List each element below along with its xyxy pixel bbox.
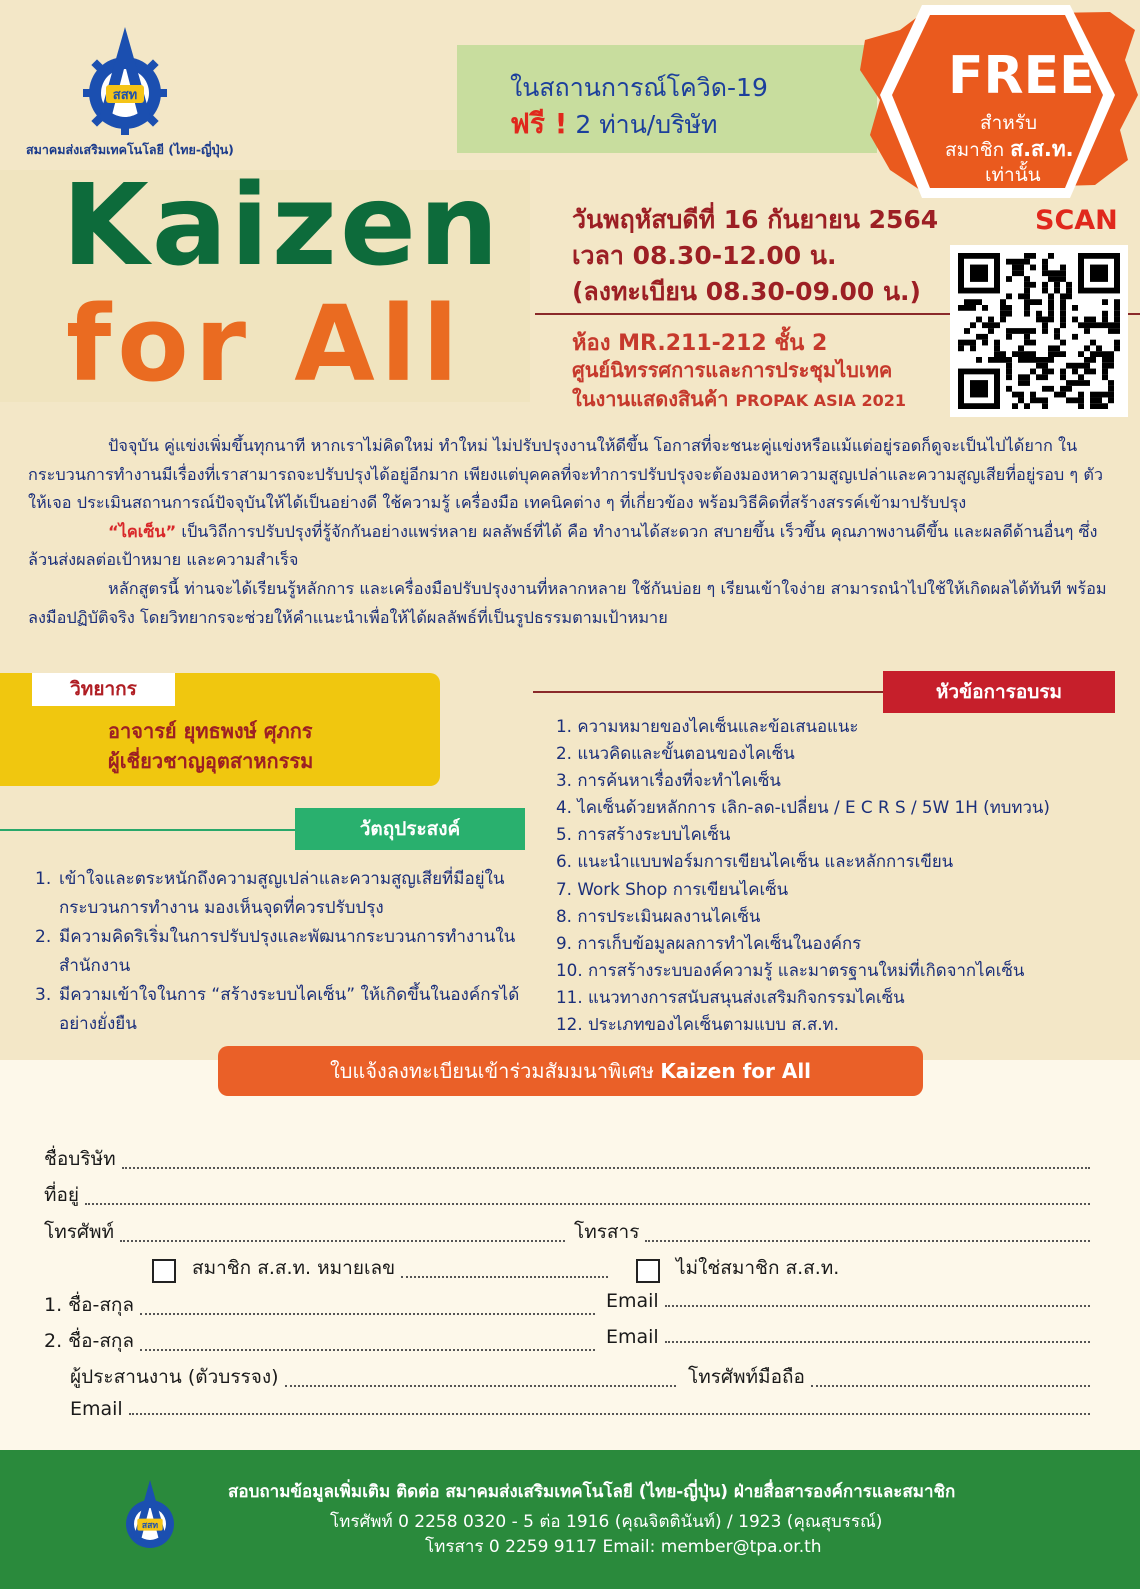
badge-line3: เท่านั้น — [985, 164, 1041, 186]
coordinator-row — [70, 1362, 680, 1392]
address-row — [44, 1180, 1094, 1210]
intro-text — [28, 432, 1118, 632]
name1-label: 1. ชื่อ-สกุล — [44, 1294, 135, 1316]
coordinator-email-label: Email — [70, 1398, 123, 1420]
email1-row — [606, 1290, 1094, 1312]
footer-phone: โทรศัพท์ 0 2258 0320 - 5 ต่อ 1916 (คุณจิตตินันท์) / 1923 (คุณสุบรรณ์) — [330, 1512, 883, 1532]
intro-p3: หลักสูตรนี้ ท่านจะได้เรียนรู้หลักการ และเครื่องมือปรับปรุงงานที่หลากหลาย ใช้กันบ่อย ๆ เรียนเข้าใจง่าย สามารถนำไปใช้ให้เกิดผลได้ทันที พร้อมลงมือปฏิบัติจริง โดยวิทยากรจะช่วยให้คำแนะนำเพื่อให้ได้ผลลัพธ์ที่เป็นรูปธรรมตามเป้าหมาย — [28, 578, 1107, 627]
footer-logo — [120, 1478, 180, 1554]
objective-item: 2. มีความคิดริเริ่มในการปรับปรุงและพัฒนากระบวนการทำงานในสำนักงาน — [35, 927, 516, 976]
email1-field[interactable] — [665, 1304, 1090, 1307]
phone-label: โทรศัพท์ — [44, 1221, 115, 1243]
address-field[interactable] — [85, 1202, 1090, 1205]
topic-item: 4. ไคเซ็นด้วยหลักการ เลิก-ลด-เปลี่ยน / E C R S / 5W 1H (ทบทวน) — [556, 797, 1050, 818]
nonmember-checkbox[interactable] — [636, 1259, 660, 1283]
topic-item: 9. การเก็บข้อมูลผลการทำไคเซ็นในองค์กร — [556, 932, 862, 953]
topic-item: 1. ความหมายของไคเซ็นและข้อเสนอแนะ — [556, 716, 859, 736]
coordinator-label: ผู้ประสานงาน (ตัวบรรจง) — [70, 1366, 279, 1388]
tpa-logo — [80, 25, 170, 137]
phone-field[interactable] — [120, 1239, 565, 1242]
topic-item: 2. แนวคิดและขั้นตอนของไคเซ็น — [556, 743, 795, 764]
topic-item: 3. การค้นหาเรื่องที่จะทำไคเซ็น — [556, 770, 781, 791]
name1-row — [44, 1290, 599, 1320]
event-register-time: (ลงทะเบียน 08.30-09.00 น.) — [572, 277, 921, 306]
intro-p2: “ไคเซ็น” เป็นวิถีการปรับปรุงที่รู้จักกันอย่างแพร่หลาย ผลลัพธ์ที่ได้ คือ ทำงานได้สะดวก สบายขึ้น เร็วขึ้น คุณภาพงานดีขึ้น และผลดีด้านอื่นๆ ซึ่งล้วนส่งผลต่อเป้าหมาย และความสำเร็จ — [28, 521, 1098, 570]
svg-text:สสท: สสท — [141, 1521, 159, 1531]
covid-line2 — [510, 102, 717, 146]
objectives-list — [35, 865, 525, 1039]
email1-label: Email — [606, 1290, 659, 1312]
topics-label: หัวข้อการอบรม — [883, 671, 1115, 713]
company-row — [44, 1144, 1094, 1174]
topics-line — [533, 691, 883, 693]
topic-item: 11. แนวทางการสนับสนุนส่งเสริมกิจกรรมไคเซ็น — [556, 986, 905, 1007]
email2-row — [606, 1326, 1094, 1348]
covid-line1: ในสถานการณ์โควิด-19 — [510, 73, 768, 102]
mobile-label: โทรศัพท์มือถือ — [688, 1366, 805, 1388]
company-field[interactable] — [122, 1166, 1090, 1169]
topic-item: 6. แนะนำแบบฟอร์มการเขียนไคเซ็น และหลักการเขียน — [556, 851, 954, 872]
registration-banner: ใบแจ้งลงทะเบียนเข้าร่วมสัมมนาพิเศษ Kaizen for All — [218, 1046, 923, 1096]
fax-field[interactable] — [645, 1239, 1090, 1242]
address-label: ที่อยู่ — [44, 1184, 80, 1206]
member-row — [152, 1253, 612, 1283]
fax-label: โทรสาร — [574, 1221, 640, 1243]
name2-label: 2. ชื่อ-สกุล — [44, 1330, 135, 1352]
svg-text:สสท: สสท — [112, 88, 138, 103]
member-label: สมาชิก ส.ส.ท. หมายเลข — [192, 1257, 396, 1279]
title-for-all: for All — [66, 283, 464, 405]
topic-item: 5. การสร้างระบบไคเซ็น — [556, 824, 731, 845]
member-checkbox[interactable] — [152, 1259, 176, 1283]
coordinator-email-row — [70, 1398, 1094, 1420]
badge-line1: สำหรับ — [980, 112, 1038, 134]
fax-row — [574, 1217, 1094, 1247]
nonmember-row — [636, 1253, 839, 1283]
name2-row — [44, 1326, 599, 1356]
footer-contact: สอบถามข้อมูลเพิ่มเติม ติดต่อ สมาคมส่งเสริมเทคโนโลยี (ไทย-ญี่ปุ่น) ฝ่ายสื่อสารองค์การและสมาชิก — [228, 1482, 956, 1502]
nonmember-label: ไม่ใช่สมาชิก ส.ส.ท. — [676, 1257, 840, 1279]
mobile-row — [688, 1362, 1094, 1392]
org-name: สมาคมส่งเสริมเทคโนโลยี (ไทย-ญี่ปุ่น) — [26, 142, 234, 157]
objective-item: 3. มีความเข้าใจในการ “สร้างระบบไคเซ็น” ให้เกิดขึ้นในองค์กรได้อย่างยั่งยืน — [35, 985, 520, 1034]
topic-item: 10. การสร้างระบบองค์ความรู้ และมาตรฐานใหม่ที่เกิดจากไคเซ็น — [556, 959, 1025, 980]
email2-field[interactable] — [665, 1340, 1090, 1343]
event-fair: ในงานแสดงสินค้า PROPAK ASIA 2021 — [572, 387, 907, 411]
free-text: ฟรี ! — [510, 107, 568, 140]
name2-field[interactable] — [140, 1348, 595, 1351]
per-company: 2 ท่าน/บริษัท — [575, 110, 718, 139]
scan-label: SCAN — [1035, 205, 1118, 236]
topic-item: 12. ประเภทของไคเซ็นตามแบบ ส.ส.ท. — [556, 1014, 839, 1035]
speaker-title: ผู้เชี่ยวชาญอุตสาหกรรม — [108, 749, 314, 773]
speaker-name: อาจารย์ ยุทธพงษ์ ศุภกร — [108, 719, 313, 743]
coordinator-field[interactable] — [285, 1384, 676, 1387]
member-number-field[interactable] — [401, 1275, 608, 1278]
coordinator-email-field[interactable] — [129, 1412, 1090, 1415]
event-date: วันพฤหัสบดีที่ 16 กันยายน 2564 — [572, 205, 939, 234]
badge-line2: สมาชิก ส.ส.ท. — [945, 137, 1074, 161]
footer-fax-email: โทรสาร 0 2259 9117 Email: member@tpa.or.th — [425, 1537, 822, 1557]
email2-label: Email — [606, 1326, 659, 1348]
mobile-field[interactable] — [811, 1384, 1090, 1387]
speaker-label: วิทยากร — [32, 673, 175, 706]
qr-code[interactable] — [958, 253, 1120, 409]
topic-item: 8. การประเมินผลงานไคเซ็น — [556, 905, 761, 926]
name1-field[interactable] — [140, 1312, 595, 1315]
badge-free: FREE — [948, 46, 1095, 106]
objectives-line — [0, 829, 295, 831]
phone-row — [44, 1217, 569, 1247]
event-room: ห้อง MR.211-212 ชั้น 2 — [572, 331, 828, 356]
objective-item: 1. เข้าใจและตระหนักถึงความสูญเปล่าและความสูญเสียที่มีอยู่ในกระบวนการทำงาน มองเห็นจุดที่ควรปรับปรุง — [35, 869, 505, 918]
event-time: เวลา 08.30-12.00 น. — [572, 241, 837, 270]
company-label: ชื่อบริษัท — [44, 1148, 116, 1170]
event-venue: ศูนย์นิทรรศการและการประชุมไบเทค — [572, 358, 893, 382]
topic-item: 7. Work Shop การเขียนไคเซ็น — [556, 878, 789, 899]
topics-list — [556, 713, 1126, 1038]
title-kaizen: Kaizen — [62, 161, 502, 291]
intro-p1: ปัจจุบัน คู่แข่งเพิ่มขึ้นทุกนาที หากเราไม่คิดใหม่ ทำใหม่ ไม่ปรับปรุงงานให้ดีขึ้น โอกาสที่จะชนะคู่แข่งหรือแม้แต่อยู่รอดก็ดูจะเป็นไปได้ยาก ในกระบวนการทำงานมีเรื่องที่เราสามารถจะปรับปรุงได้อยู่อีกมาก เพียงแต่บุคคลที่จะทำการปรับปรุงจะต้องมองหาความสูญเปล่าและความสูญเสียที่อยู่รอบ ๆ ตัวให้เจอ ประเมินสถานการณ์ปัจจุบันให้ได้เป็นอย่างดี ใช้ความรู้ เครื่องมือ เทคนิคต่าง ๆ ที่เกี่ยวข้อง พร้อมวิธีคิดที่สร้างสรรค์เข้ามาปรับปรุง — [28, 436, 1104, 513]
objectives-label: วัตถุประสงค์ — [295, 808, 525, 850]
